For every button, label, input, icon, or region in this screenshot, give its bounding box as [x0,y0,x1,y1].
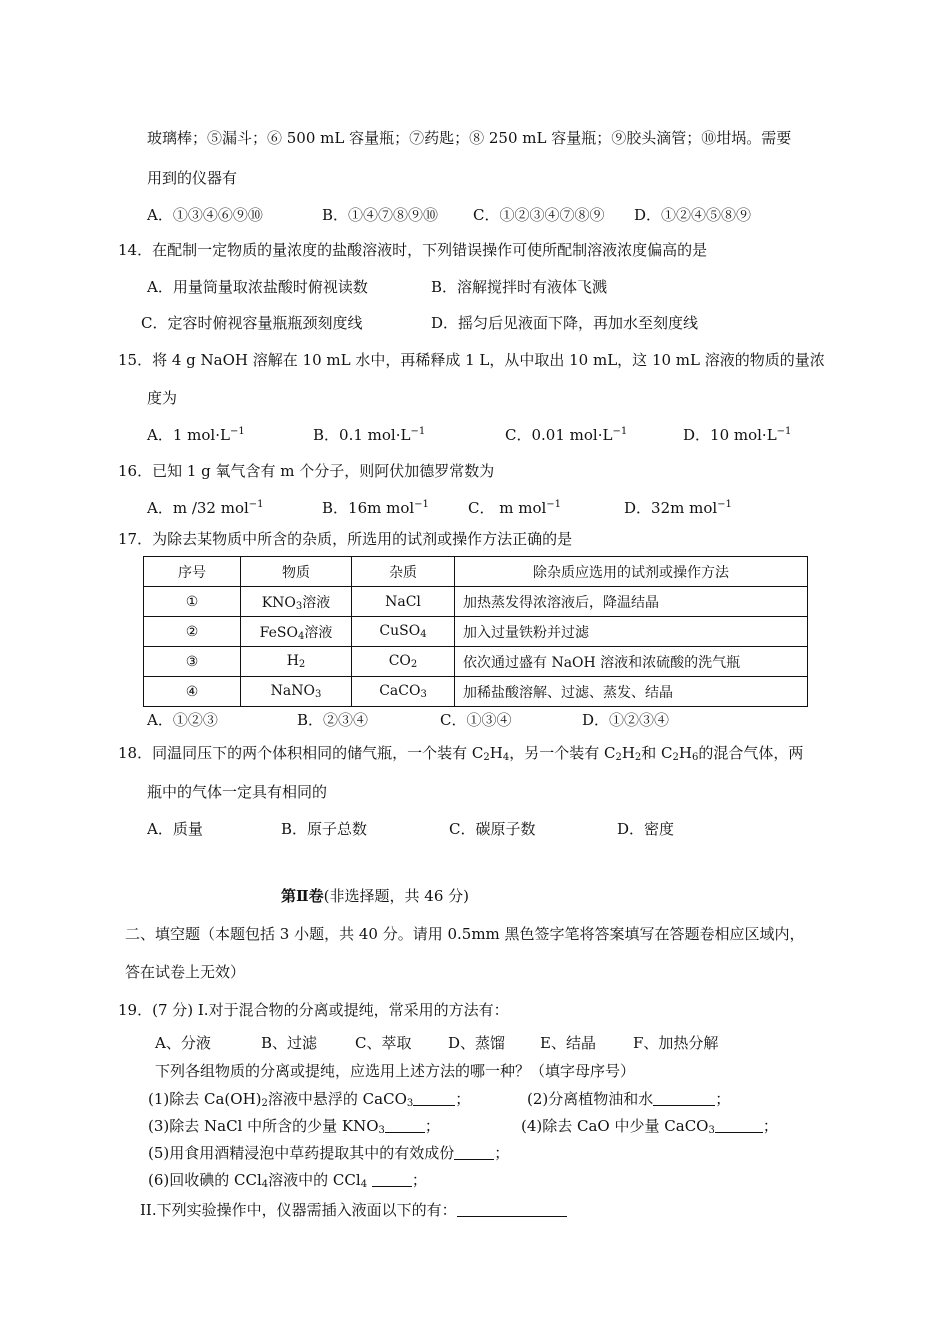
header-impurity: 杂质 [352,557,455,587]
q19-item-5: (5)用食用酒精浸泡中草药提取其中的有效成份 ； [148,1144,510,1162]
q19-item-1: (1)除去 $Ca(OH)_2$溶液中悬浮的 CaCO$_3$ ； [148,1090,471,1109]
cell-impurity: CuSO$_4$ [352,617,455,647]
q18-line1: 18．同温同压下的两个体积相同的储气瓶，一个装有 $C_2H_4$，另一个装有 $C_2H_2$和 $C_2H_6$的混合气体，两 [118,744,804,763]
section-instructions-line2: 答在试卷上无效） [125,963,246,981]
q16-option-c: C． m mol$^{-1}$ [468,499,562,517]
q13-line2: 用到的仪器有 [147,169,238,187]
cell-no: ③ [144,647,241,677]
cell-impurity: NaCl [352,587,455,617]
q17-option-c: C．①③④ [440,711,512,729]
header-method: 除杂质应选用的试剂或操作方法 [455,557,808,587]
cell-impurity: CaCO$_3$ [352,677,455,707]
answer-blank[interactable] [653,1091,715,1106]
q18-option-b: B．原子总数 [281,820,368,838]
cell-no: ④ [144,677,241,707]
method-f: F、加热分解 [633,1034,719,1052]
q13-line1: 玻璃棒；⑤漏斗；⑥ 500 mL 容量瓶；⑦药匙；⑧ 250 mL 容量瓶；⑨胶头滴管；⑩坩埚。需要 [147,129,792,147]
q14-option-d: D．摇匀后见液面下降，再加水至刻度线 [431,314,699,332]
q14-option-c: C．定容时俯视容量瓶瓶颈刻度线 [141,314,363,332]
method-a: A、分液 [155,1034,211,1052]
table-row [144,677,808,707]
q19-item-2: (2)分离植物油和水 ； [527,1090,731,1108]
q17-option-b: B．②③④ [297,711,369,729]
answer-blank[interactable] [413,1091,455,1106]
header-substance: 物质 [241,557,352,587]
q19-stem: 19．(7 分) I.对于混合物的分离或提纯，常采用的方法有： [118,1001,509,1019]
q18-option-d: D．密度 [617,820,675,838]
table-row [144,617,808,647]
cell-no: ② [144,617,241,647]
answer-blank[interactable] [454,1145,494,1160]
q17-option-d: D．①②③④ [582,711,670,729]
q14-option-a: A．用量筒量取浓盐酸时俯视读数 [147,278,368,296]
q19-instruction: 下列各组物质的分离或提纯，应选用上述方法的哪一种？（填字母序号） [155,1062,636,1080]
cell-method: 加热蒸发得浓溶液后，降温结晶 [455,587,808,617]
q15-line2: 度为 [147,389,178,407]
method-e: E、结晶 [540,1034,596,1052]
method-d: D、蒸馏 [448,1034,506,1052]
answer-blank[interactable] [385,1118,425,1133]
method-c: C、萃取 [355,1034,412,1052]
part2-title: 第Ⅱ卷(非选择题，共 46 分) [281,887,469,905]
cell-substance: $H_2$ [241,647,352,677]
q13-option-b: B．①④⑦⑧⑨⑩ [322,206,439,224]
cell-method: 加入过量铁粉并过滤 [455,617,808,647]
cell-method: 加稀盐酸溶解、过滤、蒸发、结晶 [455,677,808,707]
cell-method: 依次通过盛有 NaOH 溶液和浓硫酸的洗气瓶 [455,647,808,677]
q19-item-3: (3)除去 NaCl 中所含的少量 $KNO_3$ ； [148,1117,440,1136]
section-instructions-line1: 二、填空题（本题包括 3 小题，共 40 分。请用 0.5mm 黑色签字笔将答案填写在答题卷相应区域内， [125,925,805,943]
q16-option-a: A．m /32 mol$^{-1}$ [147,499,264,517]
q16-option-d: D．32m mol$^{-1}$ [624,499,732,517]
method-b: B、过滤 [261,1034,318,1052]
cell-no: ① [144,587,241,617]
q15-option-b: B．0.1 $mol\cdot L^{-1}$ [313,426,426,444]
answer-blank[interactable] [715,1118,763,1133]
q15-option-a: A．1 $mol\cdot L^{-1}$ [147,426,245,444]
answer-blank[interactable] [457,1202,567,1217]
cell-impurity: $CO_2$ [352,647,455,677]
q14-stem: 14．在配制一定物质的量浓度的盐酸溶液时，下列错误操作可使所配制溶液浓度偏高的是 [118,241,708,259]
q13-option-a: A．①③④⑥⑨⑩ [147,206,263,224]
q19-item-6: (6)回收碘的 CCl$_4$溶液中的 CCl$_4$ ； [148,1171,427,1190]
cell-substance: FeSO$_4$溶液 [241,617,352,647]
q19-part-ii: II.下列实验操作中，仪器需插入液面以下的有： [140,1199,567,1220]
q19-item-4: (4)除去 CaO 中少量 CaCO$_3$ ； [521,1117,778,1136]
answer-blank[interactable] [372,1172,412,1187]
q14-option-b: B．溶解搅拌时有液体飞溅 [431,278,608,296]
q17-stem: 17．为除去某物质中所含的杂质，所选用的试剂或操作方法正确的是 [118,530,573,548]
q16-stem: 16．已知 1 g 氧气含有 m 个分子，则阿伏加德罗常数为 [118,462,495,480]
q18-option-a: A．质量 [147,820,203,838]
cell-substance: NaNO$_3$ [241,677,352,707]
q17-table [143,556,808,707]
header-no: 序号 [144,557,241,587]
q17-option-a: A．①②③ [147,711,218,729]
q18-option-c: C．碳原子数 [449,820,536,838]
table-row [144,587,808,617]
q13-option-d: D．①②④⑤⑧⑨ [634,206,752,224]
table-row [144,647,808,677]
q15-option-d: D．10 $mol\cdot L^{-1}$ [683,426,792,444]
q16-option-b: B．16m mol$^{-1}$ [322,499,429,517]
q15-line1: 15．将 4 g NaOH 溶解在 10 mL 水中，再稀释成 1 L，从中取出 10 mL，这 10 mL 溶液的物质的量浓 [118,351,825,369]
table-header-row [144,557,808,587]
q15-option-c: C．0.01 $mol\cdot L^{-1}$ [505,426,628,444]
cell-substance: $KNO_3$溶液 [241,587,352,617]
q13-option-c: C．①②③④⑦⑧⑨ [473,206,605,224]
q18-line2: 瓶中的气体一定具有相同的 [147,783,328,801]
